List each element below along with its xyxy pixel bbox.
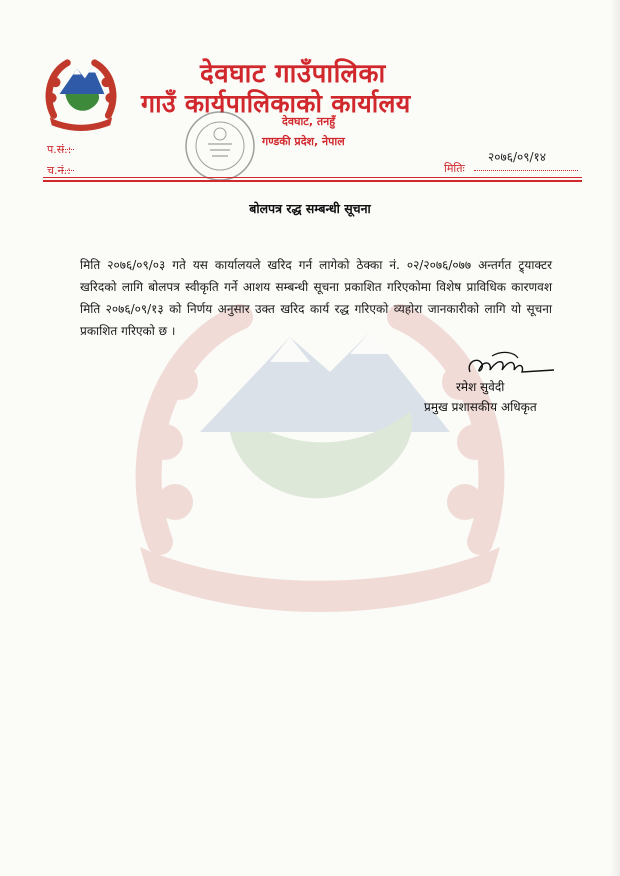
patra-sankhya-dots xyxy=(62,149,74,150)
header-divider-thin xyxy=(43,177,582,178)
chalani-number-dots xyxy=(62,170,74,171)
office-subtitle: गाउँ कार्यपालिकाको कार्यालय xyxy=(141,89,411,118)
letter-date: २०७६/०९/१४ xyxy=(488,150,547,164)
notice-body: मिति २०७६/०९/०३ गते यस कार्यालयले खरिद गर्न लागेको ठेक्का नं. ०२/२०७६/०७७ अन्तर्गत ट्र्याक्टर खरिदको लागि बोलपत्र स्वीकृति गर्ने आशय सम्बन्धी सूचना प्रकाशित गरिएकोमा विशेष प्राविधिक कारणवश मिति २०७६/०९/१३ को निर्णय अनुसार उक्त खरिद कार्य रद्ध गरिएको व्यहोरा जानकारीको लागि यो सूचना प्रकाशित गरिएको छ । xyxy=(80,258,552,338)
header-divider-thick xyxy=(43,180,582,182)
notice-subject: बोलपत्र रद्ध सम्बन्धी सूचना xyxy=(249,201,371,216)
patra-sankhya-label: प.सं.: xyxy=(47,143,72,156)
office-stamp xyxy=(182,108,258,184)
address-line-2: गण्डकी प्रदेश, नेपाल xyxy=(262,135,345,148)
address-line-1: देवघाट, तनहुँ xyxy=(282,115,336,128)
signatory-designation: प्रमुख प्रशासकीय अधिकृत xyxy=(424,400,537,414)
office-name-title: देवघाट गाउँपालिका xyxy=(200,59,386,89)
date-label: मितिः xyxy=(444,162,465,175)
chalani-number-label: च.नं.: xyxy=(47,164,71,177)
scan-edge-shadow xyxy=(610,0,620,876)
signatory-name: रमेश सुवेदी xyxy=(456,380,505,394)
date-dots xyxy=(474,170,578,171)
nepal-emblem-logo xyxy=(42,55,120,133)
nepal-emblem-watermark xyxy=(120,292,520,632)
